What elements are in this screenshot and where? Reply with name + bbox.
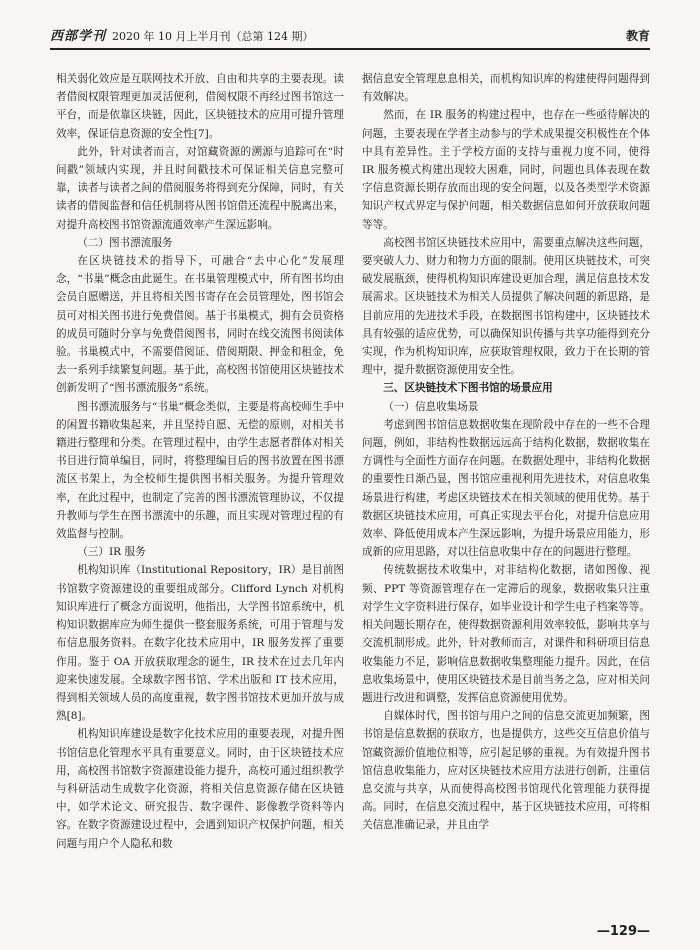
paragraph: 机构知识库建设是数字化技术应用的重要表现，对提升图书馆信息化管理水平具有重要意义。同时，由于区块链技术应用，高校图书馆数字资源建设能力提升，高校可通过组织教学与科研活动生成数字化资源，将相关信息资源存储在区块链中，如学术论文、研究报告、数字课件、影像教学资料等内容。在数字资源建设过程中，会遇到知识产权保护问题，相关问题与用户个人隐私和数 [56,728,344,850]
left-column [56,70,344,910]
paragraph: 相关弱化效应是互联网技术开放、自由和共享的主要表现。读者借阅权限管理更加灵活便利，借阅权限不再经过图书馆这一平台，而是依靠区块链，因此，区块链技术的应用可提升管理效率，保证信息资源的安全性[7]。 [56,73,344,140]
right-column [362,70,650,910]
page-number: —129— [596,924,650,939]
paragraph: 图书漂流服务与“书巢”概念类似，主要是将高校师生手中的闲置书籍收集起来，并且坚持自愿、无偿的原则，对相关书籍进行整理和分类。在管理过程中，由学生志愿者群体对相关书目进行简单编目，同时，将整理编目后的图书放置在图书漂流区书架上，为全校师生提供图书相关服务。为提升管理效率，在此过程中，也制定了完善的图书漂流管理协议，不仅提升教师与学生在图书漂流中的乐趣，而且实现对管理过程的有效监督与控制。 [56,400,344,541]
section-label: 教育 [625,29,650,43]
subsection-heading: （二）图书漂流服务 [77,236,173,249]
paragraph: 传统数据技术收集中，对非结构化数据，诸如图像、视频、PPT 等资源管理存在一定滞后的现象，数据收集只注重对学生文字资料进行保存，如毕业设计和学生电子档案等等。相关问题长期存在，使得数据资源利用效率较低，影响共享与交流机制形成。此外，针对教师而言，对课件和科研项目信息收集能力不足，影响信息数据收集整理能力提升。因此，在信息收集场景中，使用区块链技术是目前当务之急，应对相关问题进行改进和调整，发挥信息资源使用优势。 [362,564,650,704]
paragraph: 机构知识库（Institutional Repository，IR）是目前图书馆数字资源建设的重要组成部分。Clifford Lynch 对机构知识库进行了概念方面说明，他指出，大学图书馆系统中，机构知识数据库应为师生提供一整套服务系统，可用于管理与发布信息服务资料。在数字化技术应用中，IR 服务发挥了重要作用。鉴于 OA 开放获取理念的诞生，IR 技术在过去几年内迎来快速发展。全球数字图书馆、学术出版和 IT 技术应用，得到相关领域人员的高度重视，数字图书馆技术更加开放与成熟[8]。 [56,564,344,723]
issue-info: 2020 年 10 月上半月刊（总第 124 期） [112,30,314,43]
paragraph: 据信息安全管理息息相关，而机构知识库的构建使得问题得到有效解决。 [362,73,650,104]
paragraph: 然而，在 IR 服务的构建过程中，也存在一些亟待解决的问题，主要表现在学者主动参与的学术成果提交积极性在个体中具有差异性。主于学校方面的支持与重视力度不同，使得 IR 服务模式构建出现较大困难，同时，问题也具体表现在数字信息资源长期存放而出现的安全问题，以及各类型学术资源知识产权式界定与保护问题，相关数据信息如何开放获取问题等等。 [362,109,650,231]
paragraph: 高校图书馆区块链技术应用中，需要重点解决这些问题，要突破人力、财力和物力方面的限制。使用区块链技术，可突破发展瓶颈，使得机构知识库建设更加合理，满足信息技术发展需求。区块链技术为相关人员提供了解决问题的新思路，是目前应用的先进技术手段，在数据图书馆构建中，区块链技术具有较强的适应优势，可以确保知识传播与共享功能得到充分实现，作为机构知识库，应获取管理权限，致力于在长期的管理中，提升数据资源使用安全性。 [362,236,650,377]
page-header [50,18,650,50]
paragraph: 自媒体时代，图书馆与用户之间的信息交流更加频繁，图书馆是信息数据的获取方，也是提供方，这些交互信息价值与馆藏资源价值地位相等，应引起足够的重视。为有效提升图书馆信息收集能力，应对区块链技术应用方法进行创新，注重信息交流与共享，从而使得高校图书馆现代化管理能力获得提高。同时，在信息交流过程中，基于区块链技术应用，可将相关信息准确记录，并且由学 [362,710,650,832]
header-left [50,25,314,44]
paragraph: 此外，针对读者而言，对馆藏资源的溯源与追踪可在“时间戳”领域内实现，并且时间戳技术可保证相关信息完整可靠，读者与读者之间的借阅服务将得到充分保障，同时，有关读者的借阅监督和信任机制将从图书馆借还流程中脱离出来，对提升高校图书馆资源流通效率产生深远影响。 [56,145,344,231]
paragraph: 考虑到图书馆信息数据收集在现阶段中存在的一些不合理问题，例如，非结构性数据远远高于结构化数据，数据收集在方调性与全面性方面存在问题。在数据处理中，非结构化数据的重要性日渐凸显，图书馆应重视利用先进技术，对信息收集场景进行构建，考虑区块链技术在相关领域的使用优势。基于数据区块链技术应用，可真正实现去平台化，对提升信息应用效率、降低使用成本产生深远影响，为提升场景应用能力，形成新的应用思路，对以往信息收集中存在的问题进行整理。 [362,418,650,559]
section-heading: 三、区块链技术下图书馆的场景应用 [383,382,553,395]
paragraph: 在区块链技术的指导下，可融合“去中心化”发展理念，“书巢”概念由此诞生。在书巢管理模式中，所有图书均由会员自愿赠送，并且将相关图书寄存在会员管理处，图书馆会员可对相关图书进行免费借阅。基于书巢模式，拥有会员资格的成员可随时分享与免费借阅图书，同时在线交流图书阅读体验。书巢模式中，不需要借阅证、借阅期限、押金和租金，免去一系列手续繁复问题。基于此，高校图书馆使用区块链技术创新发明了“图书漂流服务”系统。 [56,255,344,395]
journal-logo: 西部学刊 [50,29,107,44]
article-body [56,70,650,910]
subsection-heading: （一）信息收集场景 [383,400,479,413]
subsection-heading: （三）IR 服务 [77,546,146,559]
